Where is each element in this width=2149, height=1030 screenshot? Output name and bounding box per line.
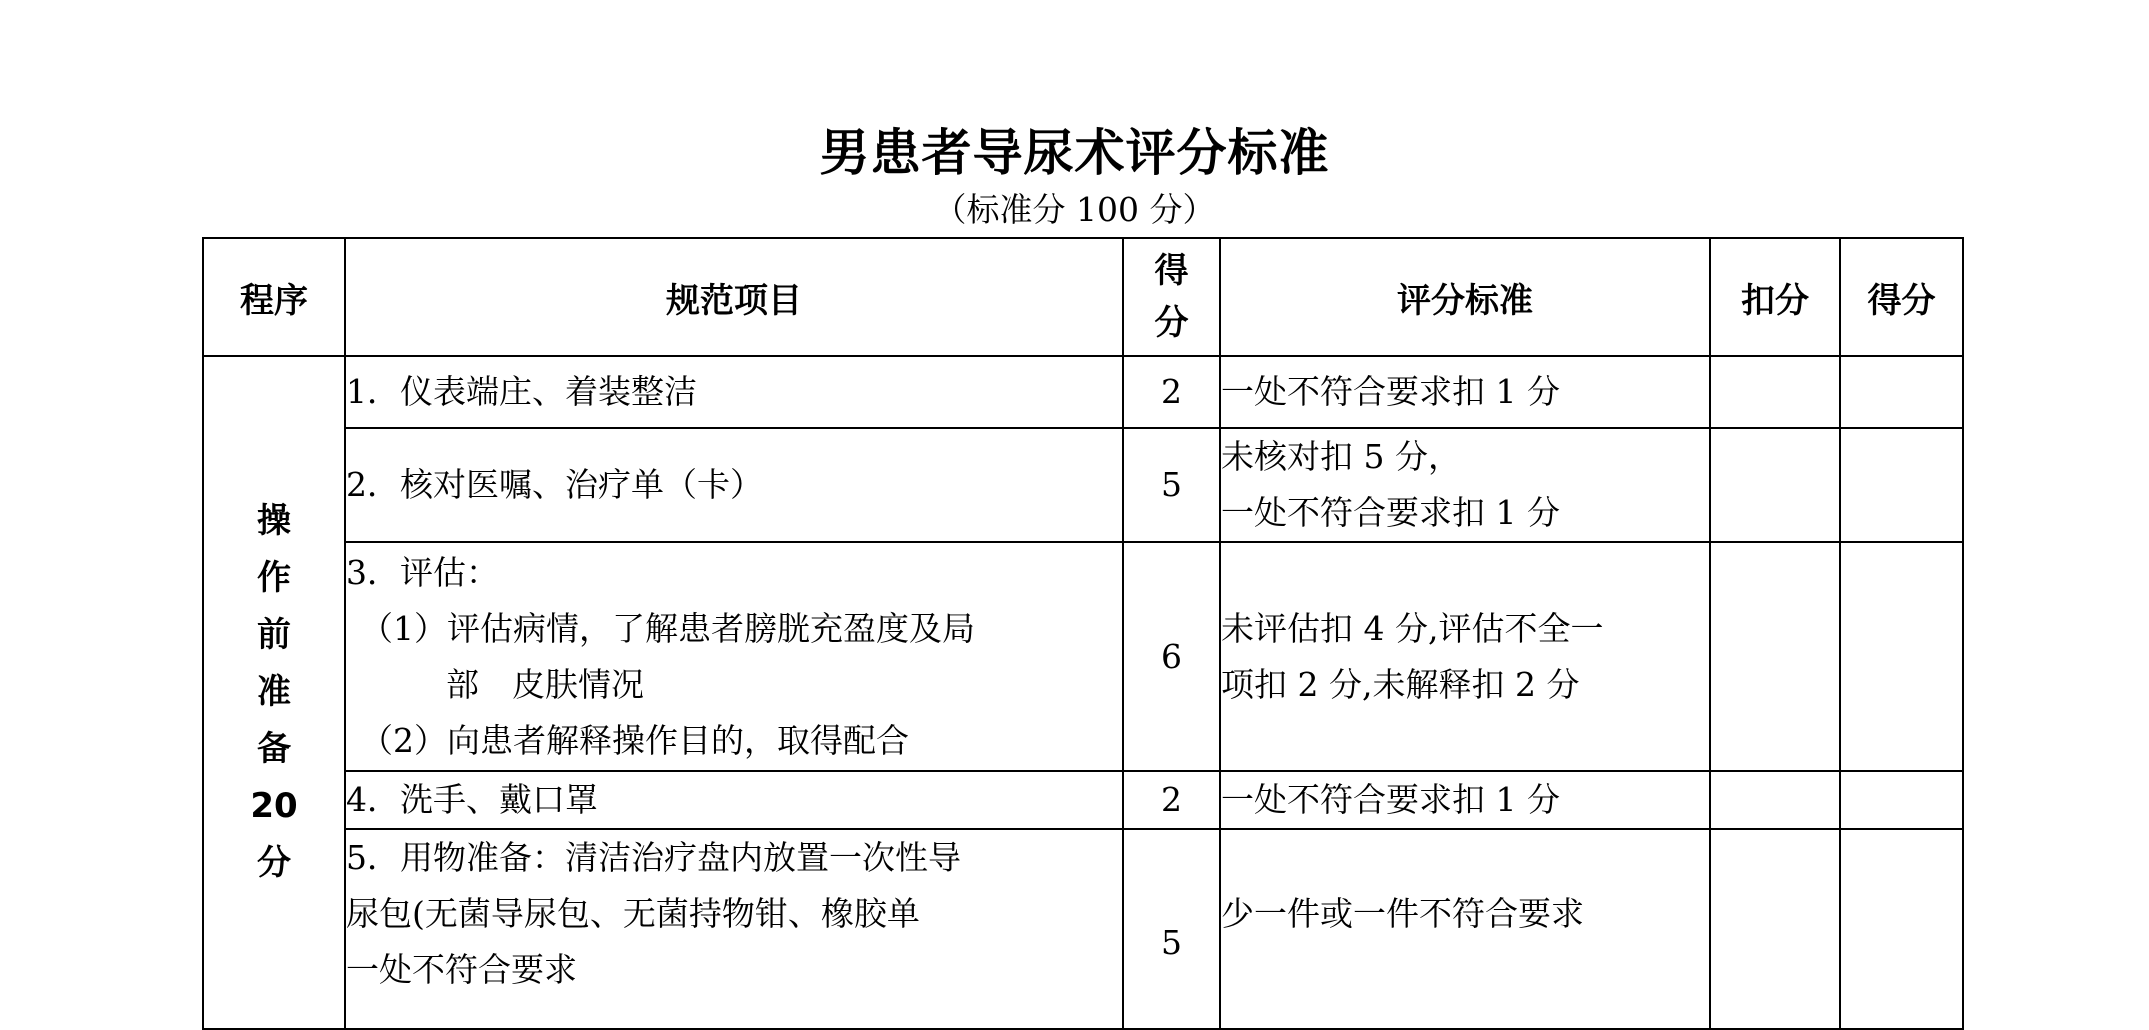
header-points <box>1123 238 1220 356</box>
criteria-cell <box>1220 428 1710 542</box>
criteria-line: 未核对扣 5 分， <box>1221 437 1461 476</box>
criteria-line: 一处不符合要求扣 1 分 <box>1221 493 1560 532</box>
deduction-cell <box>1710 356 1840 428</box>
item-line: 部 皮肤情况 <box>446 664 644 704</box>
criteria-line: 少一件或一件不符合要求 <box>1221 894 1584 933</box>
table-row <box>203 771 1963 829</box>
header-deduction: 扣分 <box>1710 238 1840 356</box>
criteria-line: 未评估扣 4 分,评估不全一 <box>1221 608 1604 648</box>
criteria-cell <box>1220 829 1710 1029</box>
item-cell: 1．仪表端庄、着装整洁 <box>345 356 1123 428</box>
table-header-row <box>203 238 1963 356</box>
score-cell <box>1840 542 1963 771</box>
deduction-cell <box>1710 428 1840 542</box>
item-line: 一处不符合要求 <box>346 950 577 989</box>
table-row <box>203 829 1963 1029</box>
header-criteria: 评分标准 <box>1220 238 1710 356</box>
deduction-cell <box>1710 829 1840 1029</box>
section-char: 准 <box>257 672 291 712</box>
header-points-line1: 得 <box>1154 251 1189 291</box>
item-line: 尿包(无菌导尿包、无菌持物钳、橡胶单 <box>346 894 920 933</box>
scoring-table <box>202 237 1964 1030</box>
points-cell: 2 <box>1123 771 1220 829</box>
points-cell: 5 <box>1123 428 1220 542</box>
criteria-line: 一处不符合要求扣 1 分 <box>1221 780 1560 819</box>
criteria-line: 项扣 2 分,未解释扣 2 分 <box>1221 664 1580 704</box>
section-char: 分 <box>257 843 291 883</box>
deduction-cell <box>1710 542 1840 771</box>
section-char: 操 <box>257 501 291 541</box>
deduction-cell <box>1710 771 1840 829</box>
score-cell <box>1840 356 1963 428</box>
document-title: 男患者导尿术评分标准 <box>819 124 1330 182</box>
header-item: 规范项目 <box>345 238 1123 356</box>
table-row <box>203 356 1963 428</box>
item-line: （1）评估病情，了解患者膀胱充盈度及局 <box>360 608 975 648</box>
table-row <box>203 428 1963 542</box>
section-char: 前 <box>257 615 291 655</box>
criteria-line: 一处不符合要求扣 1 分 <box>1221 372 1560 411</box>
section-char: 备 <box>257 729 291 769</box>
criteria-cell <box>1220 356 1710 428</box>
header-points-line2: 分 <box>1154 303 1189 343</box>
points-cell: 2 <box>1123 356 1220 428</box>
table-row <box>203 542 1963 771</box>
points-cell: 6 <box>1123 542 1220 771</box>
score-cell <box>1840 771 1963 829</box>
item-cell <box>345 829 1123 1029</box>
criteria-cell <box>1220 771 1710 829</box>
header-score: 得分 <box>1840 238 1963 356</box>
item-cell: 4．洗手、戴口罩 <box>345 771 1123 829</box>
section-char: 作 <box>257 558 291 598</box>
item-line: （2）向患者解释操作目的，取得配合 <box>360 720 909 760</box>
item-cell <box>345 542 1123 771</box>
score-cell <box>1840 829 1963 1029</box>
criteria-cell <box>1220 542 1710 771</box>
header-procedure: 程序 <box>203 238 345 356</box>
document-subtitle: （标准分 100 分） <box>933 190 1216 229</box>
item-line: 5．用物准备：清洁治疗盘内放置一次性导 <box>346 838 961 877</box>
item-cell: 2．核对医嘱、治疗单（卡） <box>345 428 1123 542</box>
item-line: 3．评估： <box>346 552 499 592</box>
section-char: 20 <box>250 786 298 826</box>
section-label <box>203 356 345 1029</box>
score-cell <box>1840 428 1963 542</box>
points-cell: 5 <box>1123 829 1220 1029</box>
